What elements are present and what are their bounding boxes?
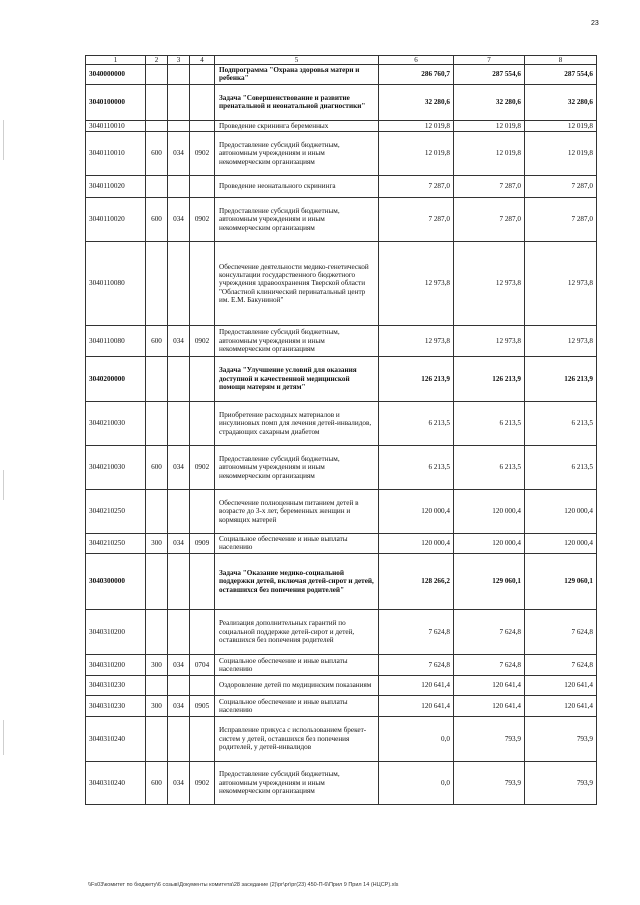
amount-year1-cell: 12 019,8 [379, 120, 454, 131]
expense-type-cell: 300 [146, 654, 168, 675]
amount-year3-cell: 32 280,6 [525, 84, 597, 120]
table-row [86, 175, 597, 197]
table-row [86, 489, 597, 533]
description-cell: Предоставление субсидий бюджетным, автономным учреждениям и иным некоммерческим организациям [215, 445, 379, 489]
amount-year1-cell: 12 019,8 [379, 131, 454, 175]
expense-type-cell [146, 65, 168, 85]
table-row [86, 241, 597, 325]
amount-year2-cell: 12 019,8 [454, 131, 525, 175]
description-cell: Предоставление субсидий бюджетным, автономным учреждениям и иным некоммерческим организациям [215, 197, 379, 241]
expense-type-cell: 600 [146, 761, 168, 804]
amount-year3-cell: 12 973,8 [525, 325, 597, 356]
amount-year2-cell: 6 213,5 [454, 445, 525, 489]
amount-year3-cell: 287 554,6 [525, 65, 597, 85]
header-col-2: 2 [146, 56, 168, 65]
section-code-cell [190, 65, 215, 85]
header-col-3: 3 [168, 56, 190, 65]
description-cell: Социальное обеспечение и иные выплаты населению [215, 533, 379, 553]
department-code-cell [168, 401, 190, 445]
amount-year3-cell: 120 000,4 [525, 533, 597, 553]
budget-code-cell: 3040110080 [86, 325, 146, 356]
budget-code-cell: 3040210030 [86, 445, 146, 489]
department-code-cell: 034 [168, 695, 190, 716]
amount-year2-cell: 6 213,5 [454, 401, 525, 445]
amount-year3-cell: 12 019,8 [525, 131, 597, 175]
amount-year3-cell: 7 287,0 [525, 197, 597, 241]
amount-year3-cell: 12 973,8 [525, 241, 597, 325]
table-row [86, 609, 597, 654]
header-col-6: 6 [379, 56, 454, 65]
department-code-cell: 034 [168, 197, 190, 241]
description-cell: Предоставление субсидий бюджетным, автономным учреждениям и иным некоммерческим организациям [215, 325, 379, 356]
table-row [86, 553, 597, 609]
section-code-cell: 0704 [190, 654, 215, 675]
description-cell: Социальное обеспечение и иные выплаты населению [215, 654, 379, 675]
expense-type-cell [146, 356, 168, 401]
header-col-4: 4 [190, 56, 215, 65]
department-code-cell [168, 120, 190, 131]
description-cell: Задача "Улучшение условий для оказания доступной и качественной медицинской помощи матерям и детям" [215, 356, 379, 401]
amount-year2-cell: 7 287,0 [454, 197, 525, 241]
description-cell: Задача "Совершенствование и развитие пренатальной и неонатальной диагностики" [215, 84, 379, 120]
amount-year2-cell: 12 019,8 [454, 120, 525, 131]
description-cell: Проведение неонатального скрининга [215, 175, 379, 197]
department-code-cell: 034 [168, 761, 190, 804]
header-col-5: 5 [215, 56, 379, 65]
amount-year1-cell: 128 266,2 [379, 553, 454, 609]
amount-year1-cell: 126 213,9 [379, 356, 454, 401]
expense-type-cell: 300 [146, 695, 168, 716]
section-code-cell [190, 241, 215, 325]
section-code-cell: 0902 [190, 131, 215, 175]
amount-year2-cell: 12 973,8 [454, 241, 525, 325]
section-code-cell [190, 175, 215, 197]
section-code-cell [190, 401, 215, 445]
budget-code-cell: 3040110010 [86, 120, 146, 131]
description-cell: Исправление прикуса с использованием брекет-систем у детей, оставшихся без попечения родителей, у детей-инвалидов [215, 716, 379, 761]
section-code-cell [190, 553, 215, 609]
expense-type-cell [146, 675, 168, 695]
table-row [86, 356, 597, 401]
table-row [86, 445, 597, 489]
description-cell: Приобретение расходных материалов и инсулиновых помп для лечения детей-инвалидов, страдающих сахарным диабетом [215, 401, 379, 445]
description-cell: Проведение скрининга беременных [215, 120, 379, 131]
description-cell: Подпрограмма "Охрана здоровья матери и ребенка" [215, 65, 379, 85]
expense-type-cell: 600 [146, 445, 168, 489]
table-row [86, 533, 597, 553]
description-cell: Обеспечение полноценным питанием детей в возрасте до 3-х лет, беременных женщин и кормящих матерей [215, 489, 379, 533]
expense-type-cell: 600 [146, 325, 168, 356]
amount-year2-cell: 120 641,4 [454, 675, 525, 695]
header-col-8: 8 [525, 56, 597, 65]
expense-type-cell [146, 401, 168, 445]
department-code-cell [168, 716, 190, 761]
department-code-cell [168, 553, 190, 609]
expense-type-cell: 300 [146, 533, 168, 553]
table-row [86, 716, 597, 761]
scan-edge-mark [3, 720, 4, 755]
amount-year2-cell: 7 287,0 [454, 175, 525, 197]
budget-code-cell: 3040000000 [86, 65, 146, 85]
description-cell: Обеспечение деятельности медико-генетической консультации государственного бюджетного учреждения здравоохранения Тверской области "Областной клинический перинатальный центр им. Е.М. Бакуниной" [215, 241, 379, 325]
scan-edge-mark [3, 120, 4, 160]
table-row [86, 401, 597, 445]
table-row [86, 675, 597, 695]
budget-code-cell: 3040110010 [86, 131, 146, 175]
amount-year2-cell: 120 641,4 [454, 695, 525, 716]
department-code-cell [168, 609, 190, 654]
amount-year3-cell: 120 641,4 [525, 675, 597, 695]
section-code-cell [190, 120, 215, 131]
amount-year3-cell: 6 213,5 [525, 401, 597, 445]
department-code-cell [168, 489, 190, 533]
budget-code-cell: 3040300000 [86, 553, 146, 609]
budget-code-cell: 3040210250 [86, 489, 146, 533]
department-code-cell: 034 [168, 445, 190, 489]
table-row [86, 695, 597, 716]
department-code-cell [168, 175, 190, 197]
amount-year3-cell: 7 624,8 [525, 654, 597, 675]
expense-type-cell [146, 241, 168, 325]
amount-year3-cell: 120 641,4 [525, 695, 597, 716]
expense-type-cell: 600 [146, 197, 168, 241]
scan-edge-mark [3, 470, 4, 500]
amount-year1-cell: 120 000,4 [379, 489, 454, 533]
amount-year1-cell: 7 624,8 [379, 609, 454, 654]
budget-code-cell: 3040110020 [86, 197, 146, 241]
budget-code-cell: 3040310240 [86, 716, 146, 761]
description-cell: Оздоровление детей по медицинским показаниям [215, 675, 379, 695]
department-code-cell: 034 [168, 325, 190, 356]
amount-year2-cell: 120 000,4 [454, 533, 525, 553]
budget-code-cell: 3040200000 [86, 356, 146, 401]
budget-code-cell: 3040310200 [86, 609, 146, 654]
amount-year1-cell: 6 213,5 [379, 445, 454, 489]
table-row [86, 197, 597, 241]
budget-code-cell: 3040210030 [86, 401, 146, 445]
amount-year2-cell: 7 624,8 [454, 609, 525, 654]
amount-year1-cell: 286 760,7 [379, 65, 454, 85]
description-cell: Предоставление субсидий бюджетным, автономным учреждениям и иным некоммерческим организациям [215, 131, 379, 175]
amount-year2-cell: 126 213,9 [454, 356, 525, 401]
table-row [86, 84, 597, 120]
amount-year1-cell: 7 287,0 [379, 175, 454, 197]
department-code-cell [168, 241, 190, 325]
amount-year2-cell: 12 973,8 [454, 325, 525, 356]
amount-year1-cell: 120 641,4 [379, 695, 454, 716]
amount-year2-cell: 120 000,4 [454, 489, 525, 533]
expense-type-cell [146, 175, 168, 197]
expense-type-cell: 600 [146, 131, 168, 175]
budget-table-container [85, 55, 596, 805]
table-row [86, 761, 597, 804]
description-cell: Реализация дополнительных гарантий по социальной поддержке детей-сирот и детей, оставшихся без попечения родителей [215, 609, 379, 654]
budget-table [85, 55, 597, 805]
amount-year3-cell: 120 000,4 [525, 489, 597, 533]
table-row [86, 325, 597, 356]
amount-year2-cell: 32 280,6 [454, 84, 525, 120]
description-cell: Социальное обеспечение и иные выплаты населению [215, 695, 379, 716]
amount-year2-cell: 287 554,6 [454, 65, 525, 85]
table-row [86, 654, 597, 675]
expense-type-cell [146, 489, 168, 533]
section-code-cell [190, 489, 215, 533]
amount-year1-cell: 32 280,6 [379, 84, 454, 120]
department-code-cell: 034 [168, 654, 190, 675]
expense-type-cell [146, 609, 168, 654]
section-code-cell: 0902 [190, 197, 215, 241]
amount-year3-cell: 7 624,8 [525, 609, 597, 654]
file-path-footer: \\Fs03\комитет по бюджету\6 созыв\Документы комитета\28 заседание (2)\рг\рг\рг(23) 450-П-6\Прил 9 Прил 14 (НЦСР).xls [88, 882, 399, 888]
budget-code-cell: 3040100000 [86, 84, 146, 120]
amount-year3-cell: 126 213,9 [525, 356, 597, 401]
budget-code-cell: 3040110020 [86, 175, 146, 197]
amount-year1-cell: 12 973,8 [379, 241, 454, 325]
amount-year1-cell: 120 641,4 [379, 675, 454, 695]
amount-year1-cell: 0,0 [379, 716, 454, 761]
section-code-cell [190, 84, 215, 120]
department-code-cell [168, 65, 190, 85]
description-cell: Предоставление субсидий бюджетным, автономным учреждениям и иным некоммерческим организациям [215, 761, 379, 804]
amount-year3-cell: 129 060,1 [525, 553, 597, 609]
amount-year1-cell: 7 624,8 [379, 654, 454, 675]
table-row [86, 65, 597, 85]
section-code-cell: 0902 [190, 761, 215, 804]
amount-year2-cell: 129 060,1 [454, 553, 525, 609]
section-code-cell [190, 675, 215, 695]
expense-type-cell [146, 716, 168, 761]
section-code-cell: 0905 [190, 695, 215, 716]
expense-type-cell [146, 120, 168, 131]
table-row [86, 120, 597, 131]
department-code-cell [168, 675, 190, 695]
table-row [86, 131, 597, 175]
amount-year2-cell: 793,9 [454, 716, 525, 761]
header-col-7: 7 [454, 56, 525, 65]
section-code-cell: 0909 [190, 533, 215, 553]
amount-year1-cell: 120 000,4 [379, 533, 454, 553]
amount-year2-cell: 793,9 [454, 761, 525, 804]
amount-year1-cell: 6 213,5 [379, 401, 454, 445]
budget-code-cell: 3040310240 [86, 761, 146, 804]
amount-year3-cell: 7 287,0 [525, 175, 597, 197]
department-code-cell [168, 356, 190, 401]
expense-type-cell [146, 553, 168, 609]
amount-year2-cell: 7 624,8 [454, 654, 525, 675]
amount-year1-cell: 0,0 [379, 761, 454, 804]
section-code-cell: 0902 [190, 445, 215, 489]
description-cell: Задача "Оказание медико-социальной поддержки детей, включая детей-сирот и детей, оставшихся без попечения родителей" [215, 553, 379, 609]
section-code-cell: 0902 [190, 325, 215, 356]
column-number-header-row [86, 56, 597, 65]
amount-year1-cell: 7 287,0 [379, 197, 454, 241]
amount-year3-cell: 793,9 [525, 761, 597, 804]
department-code-cell: 034 [168, 131, 190, 175]
budget-code-cell: 3040310230 [86, 675, 146, 695]
amount-year1-cell: 12 973,8 [379, 325, 454, 356]
budget-code-cell: 3040210250 [86, 533, 146, 553]
section-code-cell [190, 716, 215, 761]
budget-code-cell: 3040310200 [86, 654, 146, 675]
section-code-cell [190, 356, 215, 401]
budget-code-cell: 3040310230 [86, 695, 146, 716]
header-col-1: 1 [86, 56, 146, 65]
department-code-cell [168, 84, 190, 120]
department-code-cell: 034 [168, 533, 190, 553]
expense-type-cell [146, 84, 168, 120]
section-code-cell [190, 609, 215, 654]
page-number: 23 [591, 20, 599, 27]
amount-year3-cell: 793,9 [525, 716, 597, 761]
amount-year3-cell: 6 213,5 [525, 445, 597, 489]
amount-year3-cell: 12 019,8 [525, 120, 597, 131]
budget-code-cell: 3040110080 [86, 241, 146, 325]
